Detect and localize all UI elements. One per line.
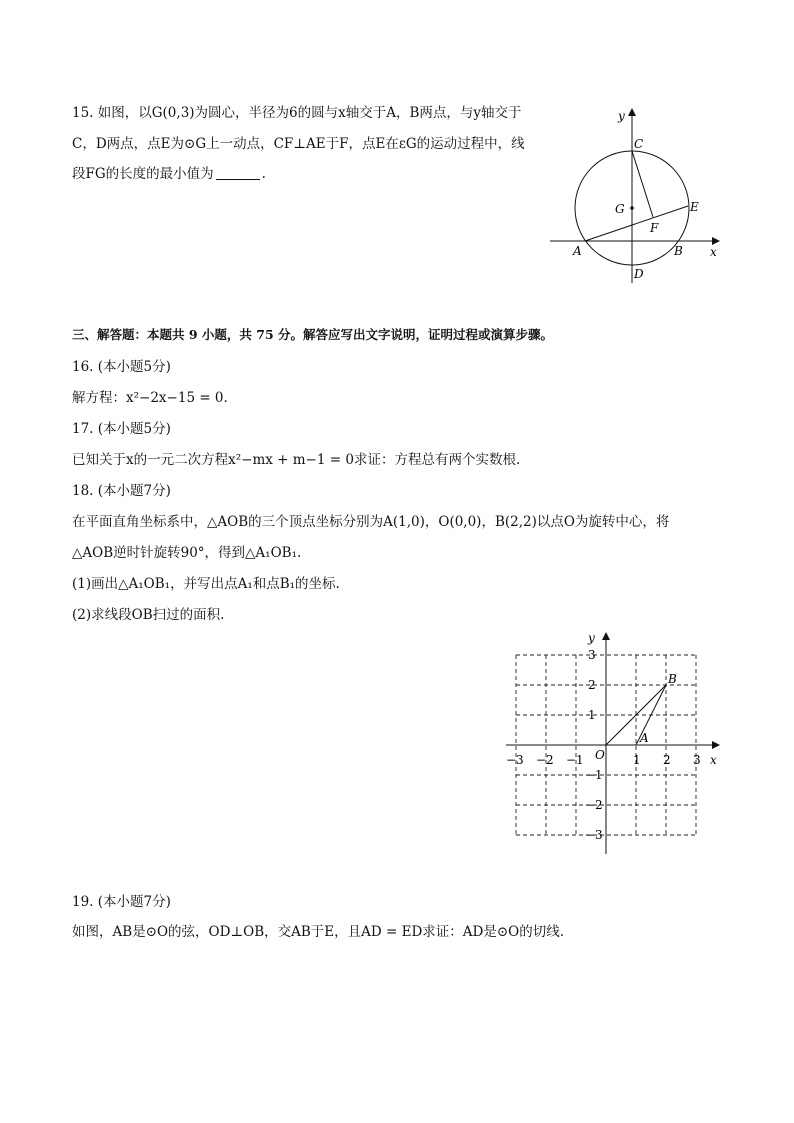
label-x: x	[710, 753, 717, 767]
segment-cf	[632, 151, 653, 217]
q18-line-2: △AOB逆时针旋转90°，得到△A₁OB₁.	[72, 545, 302, 561]
q15-line-3-text: 段FG的长度的最小值为	[72, 166, 214, 182]
x-tick-neg2: −2	[536, 753, 554, 767]
q18-grid-figure	[500, 628, 730, 860]
x-tick-neg1: −1	[566, 753, 584, 767]
y-tick-neg2: −2	[585, 798, 603, 812]
q18-part-1: (1)画出△A₁OB₁，并写出点A₁和点B₁的坐标.	[72, 576, 340, 592]
label-y: y	[618, 109, 625, 123]
q17-body: 已知关于x的一元二次方程x²−mx + m−1 = 0求证：方程总有两个实数根.	[72, 452, 521, 468]
q15-line-1: 15. 如图，以G(0,3)为圆心，半径为6的圆与x轴交于A，B两点，与y轴交于	[72, 105, 522, 121]
point-g	[630, 206, 634, 210]
q18-header: 18. (本小题7分)	[72, 483, 171, 499]
q19-body: 如图，AB是⊙O的弦，OD⊥OB，交AB于E，且AD = ED求证：AD是⊙O的切线.	[72, 924, 565, 940]
label-o: O	[595, 748, 605, 762]
label-d: D	[634, 267, 644, 281]
x-tick-3: 3	[693, 753, 701, 767]
y-tick-neg3: −3	[585, 828, 603, 842]
label-c: C	[634, 137, 644, 151]
q16-body: 解方程：x²−2x−15 = 0.	[72, 390, 228, 406]
label-a: A	[640, 731, 649, 745]
q16-header: 16. (本小题5分)	[72, 359, 171, 375]
y-tick-3: 3	[588, 648, 596, 662]
q18-line-1: 在平面直角坐标系中，△AOB的三个顶点坐标分别为A(1,0)，O(0,0)，B(2,2)以点O为旋转中心，将	[72, 514, 670, 530]
q18-part-2: (2)求线段OB扫过的面积.	[72, 607, 225, 623]
segment-ae	[585, 206, 688, 241]
q15-line-3	[72, 164, 266, 184]
label-e: E	[690, 200, 699, 214]
label-x: x	[710, 245, 717, 259]
x-tick-2: 2	[663, 753, 671, 767]
label-b: B	[668, 672, 677, 686]
label-y: y	[588, 631, 595, 645]
answer-blank	[216, 165, 260, 180]
label-f: F	[650, 221, 659, 235]
x-tick-1: 1	[633, 753, 641, 767]
y-tick-1: 1	[588, 708, 596, 722]
q15-line-2: C，D两点，点E为⊙G上一动点，CF⊥AE于F，点E在εG的运动过程中，线	[72, 136, 525, 152]
label-b: B	[674, 244, 683, 258]
q15-circle-figure	[540, 100, 730, 290]
q19-header: 19. (本小题7分)	[72, 894, 171, 910]
label-g: G	[615, 202, 625, 216]
section-3-header: 三、解答题：本题共 9 小题，共 75 分。解答应写出文字说明，证明过程或演算步骤。	[72, 327, 554, 342]
q17-header: 17. (本小题5分)	[72, 421, 171, 437]
y-tick-2: 2	[588, 678, 596, 692]
q15-line-3-end: .	[261, 166, 266, 182]
x-tick-neg3: −3	[506, 753, 524, 767]
y-tick-neg1: −1	[585, 768, 603, 782]
label-a: A	[573, 244, 582, 258]
